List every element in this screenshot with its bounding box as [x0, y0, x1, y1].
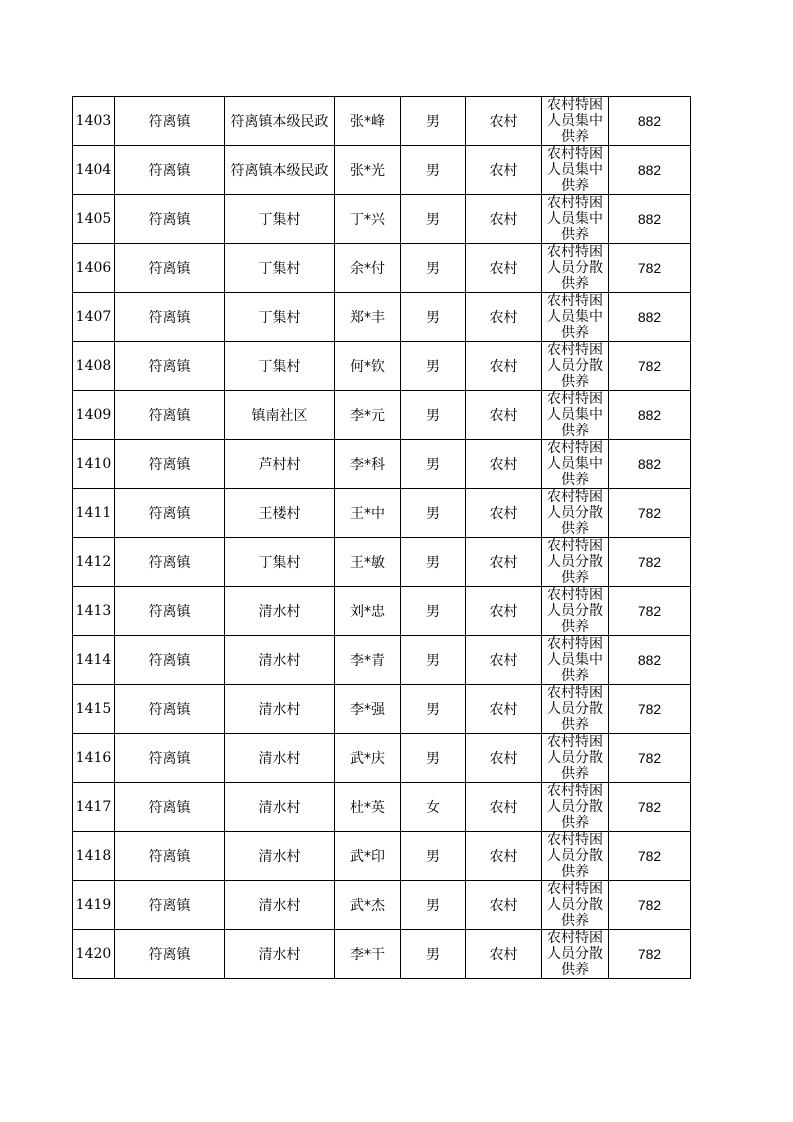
village-cell: 丁集村 [225, 538, 335, 587]
type-cell [542, 489, 609, 538]
town-cell: 符离镇 [115, 293, 225, 342]
gender-cell: 男 [401, 489, 466, 538]
residence-cell: 农村 [466, 930, 542, 979]
type-cell [542, 391, 609, 440]
type-cell [542, 97, 609, 146]
gender-cell: 男 [401, 440, 466, 489]
gender-cell: 男 [401, 538, 466, 587]
town-cell: 符离镇 [115, 244, 225, 293]
amount-cell: 882 [609, 391, 691, 440]
amount-cell: 882 [609, 636, 691, 685]
type-text: 农村特困人员集中供养 [547, 391, 603, 439]
table-row [73, 440, 691, 489]
id-cell: 1408 [73, 342, 115, 391]
table-row [73, 881, 691, 930]
id-cell: 1407 [73, 293, 115, 342]
type-cell [542, 293, 609, 342]
village-cell: 王楼村 [225, 489, 335, 538]
name-cell: 张*峰 [335, 97, 401, 146]
residence-cell: 农村 [466, 881, 542, 930]
amount-cell: 882 [609, 293, 691, 342]
id-cell: 1410 [73, 440, 115, 489]
id-cell: 1419 [73, 881, 115, 930]
type-text: 农村特困人员集中供养 [547, 440, 603, 488]
amount-cell: 782 [609, 538, 691, 587]
table-row [73, 244, 691, 293]
type-cell [542, 783, 609, 832]
residence-cell: 农村 [466, 783, 542, 832]
type-cell [542, 538, 609, 587]
type-cell [542, 832, 609, 881]
town-cell: 符离镇 [115, 685, 225, 734]
type-text: 农村特困人员分散供养 [547, 881, 603, 929]
name-cell: 何*钦 [335, 342, 401, 391]
gender-cell: 男 [401, 685, 466, 734]
gender-cell: 男 [401, 734, 466, 783]
gender-cell: 男 [401, 342, 466, 391]
type-text: 农村特困人员集中供养 [547, 636, 603, 684]
town-cell: 符离镇 [115, 146, 225, 195]
gender-cell: 男 [401, 391, 466, 440]
amount-cell: 882 [609, 97, 691, 146]
village-cell: 清水村 [225, 930, 335, 979]
town-cell: 符离镇 [115, 97, 225, 146]
residence-cell: 农村 [466, 636, 542, 685]
data-table [72, 96, 691, 979]
type-text: 农村特困人员分散供养 [547, 832, 603, 880]
type-text: 农村特困人员分散供养 [547, 734, 603, 782]
table-row [73, 97, 691, 146]
amount-cell: 782 [609, 489, 691, 538]
id-cell: 1413 [73, 587, 115, 636]
town-cell: 符离镇 [115, 832, 225, 881]
village-cell: 清水村 [225, 832, 335, 881]
type-text: 农村特困人员集中供养 [547, 293, 603, 341]
town-cell: 符离镇 [115, 342, 225, 391]
table-row [73, 391, 691, 440]
village-cell: 清水村 [225, 636, 335, 685]
residence-cell: 农村 [466, 832, 542, 881]
type-cell [542, 930, 609, 979]
type-text: 农村特困人员分散供养 [547, 685, 603, 733]
name-cell: 杜*英 [335, 783, 401, 832]
table-row [73, 195, 691, 244]
name-cell: 丁*兴 [335, 195, 401, 244]
town-cell: 符离镇 [115, 195, 225, 244]
type-text: 农村特困人员集中供养 [547, 146, 603, 194]
table-row [73, 146, 691, 195]
type-cell [542, 440, 609, 489]
table-row [73, 342, 691, 391]
residence-cell: 农村 [466, 685, 542, 734]
amount-cell: 782 [609, 342, 691, 391]
gender-cell: 男 [401, 97, 466, 146]
amount-cell: 782 [609, 881, 691, 930]
name-cell: 王*敏 [335, 538, 401, 587]
gender-cell: 男 [401, 832, 466, 881]
id-cell: 1403 [73, 97, 115, 146]
amount-cell: 882 [609, 195, 691, 244]
type-text: 农村特困人员集中供养 [547, 195, 603, 243]
village-cell: 丁集村 [225, 244, 335, 293]
village-cell: 镇南社区 [225, 391, 335, 440]
type-text: 农村特困人员分散供养 [547, 587, 603, 635]
residence-cell: 农村 [466, 146, 542, 195]
table-row [73, 734, 691, 783]
amount-cell: 882 [609, 440, 691, 489]
name-cell: 郑*丰 [335, 293, 401, 342]
table-row [73, 489, 691, 538]
name-cell: 刘*忠 [335, 587, 401, 636]
type-cell [542, 342, 609, 391]
village-cell: 符离镇本级民政 [225, 146, 335, 195]
id-cell: 1404 [73, 146, 115, 195]
name-cell: 武*庆 [335, 734, 401, 783]
gender-cell: 男 [401, 195, 466, 244]
id-cell: 1405 [73, 195, 115, 244]
table-row [73, 685, 691, 734]
gender-cell: 男 [401, 636, 466, 685]
gender-cell: 男 [401, 587, 466, 636]
table-row [73, 832, 691, 881]
village-cell: 清水村 [225, 734, 335, 783]
type-text: 农村特困人员集中供养 [547, 97, 603, 145]
name-cell: 武*印 [335, 832, 401, 881]
id-cell: 1415 [73, 685, 115, 734]
id-cell: 1418 [73, 832, 115, 881]
type-text: 农村特困人员分散供养 [547, 342, 603, 390]
name-cell: 李*干 [335, 930, 401, 979]
name-cell: 王*中 [335, 489, 401, 538]
residence-cell: 农村 [466, 538, 542, 587]
gender-cell: 男 [401, 930, 466, 979]
residence-cell: 农村 [466, 293, 542, 342]
name-cell: 李*元 [335, 391, 401, 440]
residence-cell: 农村 [466, 734, 542, 783]
gender-cell: 男 [401, 881, 466, 930]
town-cell: 符离镇 [115, 489, 225, 538]
village-cell: 丁集村 [225, 342, 335, 391]
gender-cell: 男 [401, 293, 466, 342]
residence-cell: 农村 [466, 489, 542, 538]
name-cell: 李*青 [335, 636, 401, 685]
village-cell: 丁集村 [225, 293, 335, 342]
amount-cell: 882 [609, 146, 691, 195]
residence-cell: 农村 [466, 97, 542, 146]
type-text: 农村特困人员分散供养 [547, 930, 603, 978]
town-cell: 符离镇 [115, 930, 225, 979]
town-cell: 符离镇 [115, 440, 225, 489]
residence-cell: 农村 [466, 391, 542, 440]
type-cell [542, 244, 609, 293]
table-row [73, 783, 691, 832]
gender-cell: 女 [401, 783, 466, 832]
amount-cell: 782 [609, 244, 691, 293]
amount-cell: 782 [609, 930, 691, 979]
amount-cell: 782 [609, 783, 691, 832]
id-cell: 1409 [73, 391, 115, 440]
village-cell: 符离镇本级民政 [225, 97, 335, 146]
type-cell [542, 881, 609, 930]
table-row [73, 636, 691, 685]
id-cell: 1414 [73, 636, 115, 685]
name-cell: 李*科 [335, 440, 401, 489]
name-cell: 余*付 [335, 244, 401, 293]
village-cell: 清水村 [225, 685, 335, 734]
residence-cell: 农村 [466, 244, 542, 293]
town-cell: 符离镇 [115, 881, 225, 930]
table-body [73, 97, 691, 979]
name-cell: 张*光 [335, 146, 401, 195]
type-cell [542, 146, 609, 195]
town-cell: 符离镇 [115, 636, 225, 685]
residence-cell: 农村 [466, 587, 542, 636]
id-cell: 1416 [73, 734, 115, 783]
amount-cell: 782 [609, 685, 691, 734]
table-row [73, 538, 691, 587]
town-cell: 符离镇 [115, 538, 225, 587]
name-cell: 李*强 [335, 685, 401, 734]
type-cell [542, 636, 609, 685]
type-cell [542, 685, 609, 734]
town-cell: 符离镇 [115, 587, 225, 636]
type-cell [542, 195, 609, 244]
town-cell: 符离镇 [115, 783, 225, 832]
id-cell: 1417 [73, 783, 115, 832]
id-cell: 1412 [73, 538, 115, 587]
residence-cell: 农村 [466, 195, 542, 244]
residence-cell: 农村 [466, 440, 542, 489]
type-text: 农村特困人员分散供养 [547, 489, 603, 537]
amount-cell: 782 [609, 832, 691, 881]
gender-cell: 男 [401, 146, 466, 195]
gender-cell: 男 [401, 244, 466, 293]
residence-cell: 农村 [466, 342, 542, 391]
id-cell: 1411 [73, 489, 115, 538]
table-row [73, 930, 691, 979]
amount-cell: 782 [609, 587, 691, 636]
town-cell: 符离镇 [115, 391, 225, 440]
name-cell: 武*杰 [335, 881, 401, 930]
village-cell: 丁集村 [225, 195, 335, 244]
table-row [73, 293, 691, 342]
table-row [73, 587, 691, 636]
type-text: 农村特困人员分散供养 [547, 244, 603, 292]
village-cell: 清水村 [225, 587, 335, 636]
id-cell: 1406 [73, 244, 115, 293]
village-cell: 芦村村 [225, 440, 335, 489]
type-text: 农村特困人员分散供养 [547, 538, 603, 586]
id-cell: 1420 [73, 930, 115, 979]
type-text: 农村特困人员分散供养 [547, 783, 603, 831]
village-cell: 清水村 [225, 881, 335, 930]
type-cell [542, 587, 609, 636]
town-cell: 符离镇 [115, 734, 225, 783]
amount-cell: 782 [609, 734, 691, 783]
type-cell [542, 734, 609, 783]
village-cell: 清水村 [225, 783, 335, 832]
